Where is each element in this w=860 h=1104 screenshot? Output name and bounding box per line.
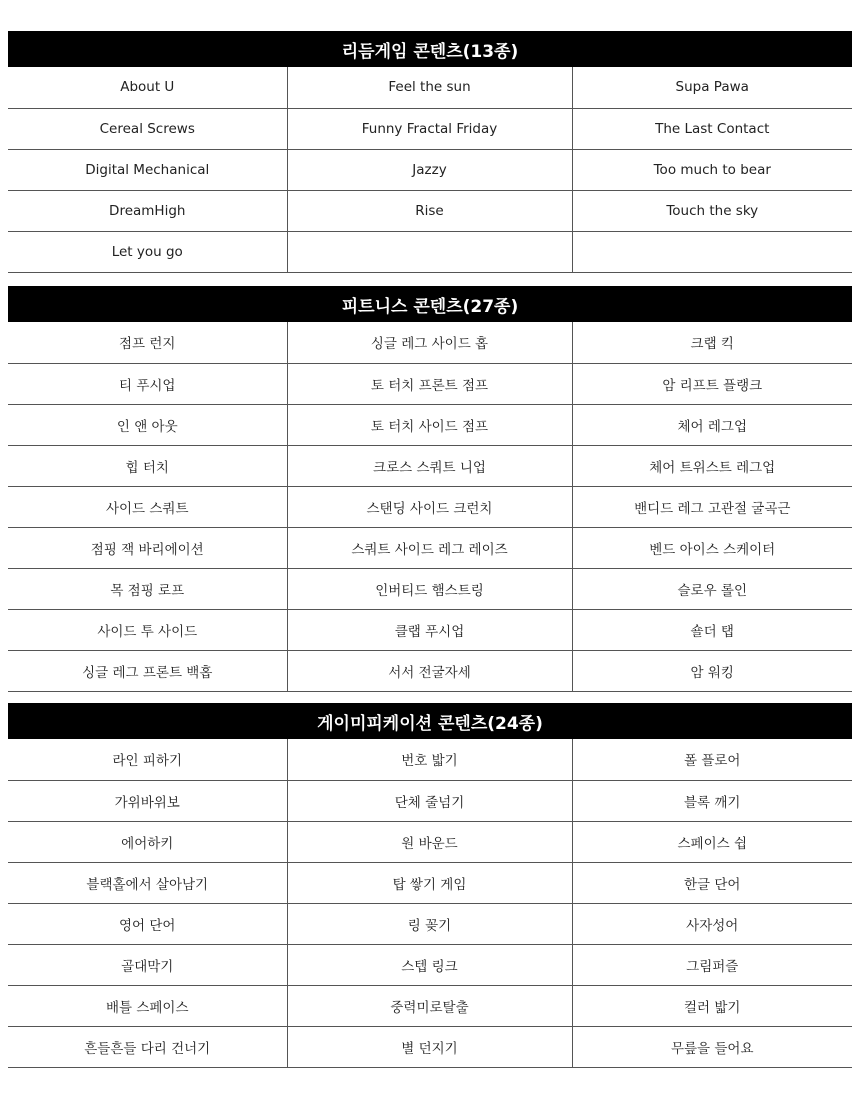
table-cell: 스텝 링크 xyxy=(287,944,572,985)
table-cell: 점프 런지 xyxy=(8,322,287,363)
table-cell: 토 터치 프론트 점프 xyxy=(287,363,572,404)
table-cell: 링 꽂기 xyxy=(287,903,572,944)
table-row xyxy=(8,903,852,944)
table-row xyxy=(8,486,852,527)
table-cell: 골대막기 xyxy=(8,944,287,985)
table-row xyxy=(8,944,852,985)
table-cell: Let you go xyxy=(8,231,287,272)
table-cell: 토 터치 사이드 점프 xyxy=(287,404,572,445)
table-cell: 컬러 밟기 xyxy=(572,985,852,1026)
table-cell: 흔들흔들 다리 건너기 xyxy=(8,1026,287,1067)
table-cell: 가위바위보 xyxy=(8,780,287,821)
table-row xyxy=(8,404,852,445)
table-cell: 체어 레그업 xyxy=(572,404,852,445)
section-title: 게이미피케이션 콘텐츠(24종) xyxy=(8,703,852,739)
table-cell: 단체 줄넘기 xyxy=(287,780,572,821)
table-cell: 싱글 레그 프론트 백홉 xyxy=(8,650,287,691)
section-rhythm-games xyxy=(8,31,852,273)
table-cell: 인 앤 아웃 xyxy=(8,404,287,445)
table-cell: 슬로우 롤인 xyxy=(572,568,852,609)
table-row xyxy=(8,739,852,780)
table-cell: 사이드 스쿼트 xyxy=(8,486,287,527)
table-cell: 벤드 아이스 스케이터 xyxy=(572,527,852,568)
table-cell: 원 바운드 xyxy=(287,821,572,862)
table-cell: 암 리프트 플랭크 xyxy=(572,363,852,404)
table-cell: 사이드 투 사이드 xyxy=(8,609,287,650)
table-cell: 싱글 레그 사이드 홉 xyxy=(287,322,572,363)
table-cell: 티 푸시업 xyxy=(8,363,287,404)
table-cell: 힙 터치 xyxy=(8,445,287,486)
section-gamification xyxy=(8,703,852,1068)
table-cell: 중력미로탈출 xyxy=(287,985,572,1026)
table-row xyxy=(8,1026,852,1067)
table-cell: 스쿼트 사이드 레그 레이즈 xyxy=(287,527,572,568)
section-title: 피트니스 콘텐츠(27종) xyxy=(8,286,852,322)
table-row xyxy=(8,322,852,363)
table-cell: 목 점핑 로프 xyxy=(8,568,287,609)
table-row xyxy=(8,821,852,862)
table-row xyxy=(8,527,852,568)
table-cell: 블록 깨기 xyxy=(572,780,852,821)
table-cell: 스페이스 쉽 xyxy=(572,821,852,862)
section-fitness xyxy=(8,286,852,692)
table-cell: Too much to bear xyxy=(572,149,852,190)
table-cell: 크랩 킥 xyxy=(572,322,852,363)
table-cell: Supa Pawa xyxy=(572,67,852,108)
table-cell: 블랙홀에서 살아남기 xyxy=(8,862,287,903)
content-table xyxy=(8,322,852,692)
table-cell: 밴디드 레그 고관절 굴곡근 xyxy=(572,486,852,527)
table-cell xyxy=(572,231,852,272)
table-cell: Feel the sun xyxy=(287,67,572,108)
table-cell: 인버티드 햄스트링 xyxy=(287,568,572,609)
table-cell: 번호 밟기 xyxy=(287,739,572,780)
table-row xyxy=(8,780,852,821)
table-row xyxy=(8,231,852,272)
table-row xyxy=(8,650,852,691)
section-title: 리듬게임 콘텐츠(13종) xyxy=(8,31,852,67)
table-row xyxy=(8,108,852,149)
table-row xyxy=(8,609,852,650)
table-row xyxy=(8,568,852,609)
table-row xyxy=(8,445,852,486)
table-cell: 영어 단어 xyxy=(8,903,287,944)
table-cell: 크로스 스쿼트 니업 xyxy=(287,445,572,486)
content-table xyxy=(8,67,852,273)
table-cell: 배틀 스페이스 xyxy=(8,985,287,1026)
table-cell xyxy=(287,231,572,272)
table-cell: 라인 피하기 xyxy=(8,739,287,780)
table-cell: Jazzy xyxy=(287,149,572,190)
table-cell: 숄더 탭 xyxy=(572,609,852,650)
table-cell: The Last Contact xyxy=(572,108,852,149)
table-cell: 폴 플로어 xyxy=(572,739,852,780)
table-cell: 점핑 잭 바리에이션 xyxy=(8,527,287,568)
table-row xyxy=(8,862,852,903)
table-cell: Touch the sky xyxy=(572,190,852,231)
table-cell: 별 던지기 xyxy=(287,1026,572,1067)
table-cell: 사자성어 xyxy=(572,903,852,944)
table-row xyxy=(8,67,852,108)
content-table xyxy=(8,739,852,1068)
table-cell: Cereal Screws xyxy=(8,108,287,149)
table-cell: Rise xyxy=(287,190,572,231)
table-cell: 한글 단어 xyxy=(572,862,852,903)
table-cell: 암 워킹 xyxy=(572,650,852,691)
table-cell: 서서 전굴자세 xyxy=(287,650,572,691)
table-cell: DreamHigh xyxy=(8,190,287,231)
table-row xyxy=(8,190,852,231)
table-cell: Funny Fractal Friday xyxy=(287,108,572,149)
table-cell: 클랩 푸시업 xyxy=(287,609,572,650)
table-cell: 체어 트위스트 레그업 xyxy=(572,445,852,486)
table-row xyxy=(8,149,852,190)
table-cell: 무릎을 들어요 xyxy=(572,1026,852,1067)
table-cell: 그림퍼즐 xyxy=(572,944,852,985)
table-cell: 에어하키 xyxy=(8,821,287,862)
table-cell: Digital Mechanical xyxy=(8,149,287,190)
table-cell: 스탠딩 사이드 크런치 xyxy=(287,486,572,527)
table-cell: About U xyxy=(8,67,287,108)
table-row xyxy=(8,363,852,404)
table-row xyxy=(8,985,852,1026)
table-cell: 탑 쌓기 게임 xyxy=(287,862,572,903)
